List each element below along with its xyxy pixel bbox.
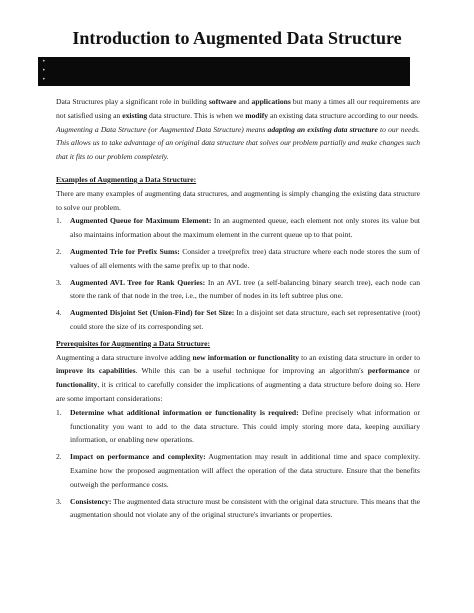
page-title: Introduction to Augmented Data Structure: [72, 28, 402, 48]
list-item: 1. Determine what additional information or functionality is required: Define precisely what information or functionality you want to add to the data structure. This could imply storing more data, keeping auxiliary information, or enabling new operations.: [56, 407, 420, 445]
list-item: 3. Consistency: The augmented data structure must be consistent with the original data structure. This means that the augmentation should not violate any of the original structure's invariants or properties.: [56, 496, 420, 520]
prerequisites-intro: Augmenting a data structure involve adding new information or functionality to an existing data structure in order to improve its capabilities. While this can be a useful technique for improving an algorithm's performance or functionality, it is critical to carefully consider the implications of augmenting a data structure before doing so. Here are some important considerations:: [56, 352, 420, 403]
intro-paragraph: Data Structures play a significant role in building software and applications but many a times all our requirements are not satisfied using an existing data structure. This is when we modify an existing data structure according to our needs.: [56, 97, 420, 120]
definition-paragraph: Augmenting a Data Structure (or Augmented Data Structure) means adapting an existing data structure to our needs. This allows us to take advantage of an original data structure that solves our problem partially and make changes such that it fits to our problem completely.: [56, 124, 420, 162]
bullet-3: •: [42, 76, 46, 83]
examples-heading: Examples of Augmenting a Data Structure:: [56, 174, 197, 184]
prerequisites-list: [56, 406, 420, 522]
examples-list: [56, 214, 420, 333]
bullet-1: •: [42, 58, 46, 65]
list-item: 2. Impact on performance and complexity: Augmentation may result in additional time and space complexity. Examine how the proposed augmentation will affect the operation of the data structure. Ensure that the benefits outweigh the performance costs.: [56, 452, 420, 489]
list-item: 4. Augmented Disjoint Set (Union-Find) for Set Size: In a disjoint set data structure, each set representative (root) could store the size of its corresponding set.: [56, 308, 421, 331]
bullet-2: •: [42, 67, 46, 74]
list-item: 3. Augmented AVL Tree for Rank Queries: In an AVL tree (a self-balancing binary search tree), each node can store the rank of that node in the tree, i.e., the number of nodes in its left subtree plus one.: [56, 277, 420, 301]
document-body: [56, 95, 420, 525]
list-item: 1. Augmented Queue for Maximum Element: In an augmented queue, each element not only stores its value but also maintains information about the maximum element in the current queue up to that point.: [56, 216, 420, 240]
redacted-banner: [38, 57, 410, 86]
prerequisites-heading: Prerequisites for Augmenting a Data Structure:: [56, 338, 211, 348]
list-item: 2. Augmented Trie for Prefix Sums: Consider a tree(prefix tree) data structure where each node stores the sum of values of all elements with the same prefix up to that node.: [56, 246, 420, 270]
examples-intro: There are many examples of augmenting data structures, and augmenting is simply changing the existing data structure to solve our problem.: [56, 188, 420, 212]
